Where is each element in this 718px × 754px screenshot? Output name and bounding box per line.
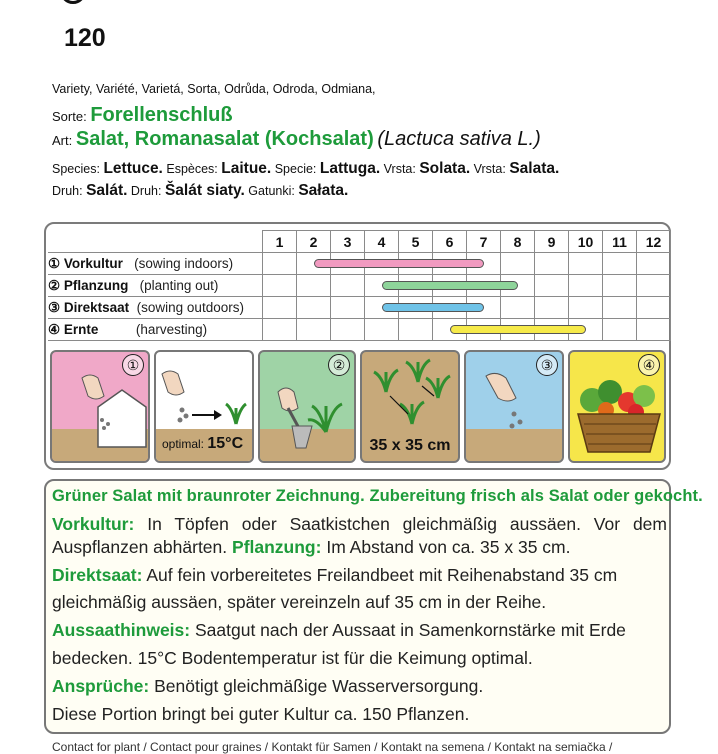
step-number: ① [122,354,144,376]
art-name: Salat, Romanasalat (Kochsalat) [75,128,374,150]
anspruche-text: Benötigt gleichmäßige Wasserversorgung. [154,676,484,696]
species-value: Laitue. [221,160,272,177]
species-label: Species: [52,162,100,176]
species-label: Gatunki: [248,184,295,198]
step-number: ② [328,354,350,376]
vorkultur-line-2 [52,533,667,561]
latin-name: (Lactuca sativa L.) [377,128,541,150]
variety-name: Forellenschluß [90,104,233,126]
species-line-2 [52,182,348,200]
art-line [52,128,541,151]
month-header: 7 [467,231,501,253]
month-header: 8 [501,231,535,253]
species-value: Sałata. [298,182,349,199]
aussaat-line-2: bedecken. 15°C Bodentemperatur ist für die Keimung optimal. [52,648,533,668]
calendar-row-direktsaat [48,297,671,319]
species-line-1 [52,160,559,178]
panel-vorkultur [50,350,150,463]
temp-note [162,435,243,453]
month-header: 12 [637,231,671,253]
species-value: Solata. [419,160,471,177]
pflanzung-text: Im Abstand von ca. 35 x 35 cm. [326,537,571,557]
row-label: ④ Ernte [48,321,99,337]
species-value: Salát. [86,182,128,199]
month-header: 6 [433,231,467,253]
month-header: 1 [263,231,297,253]
intro-text: Grüner Salat mit braunroter Zeichnung. Zubereitung frisch als Salat oder gekocht. [52,487,703,505]
anspruche-line [52,672,667,700]
species-label: Vrsta: [473,162,506,176]
optimal-temp: 15°C [207,435,244,452]
panel-ernte [568,350,666,463]
footer-text: Contact for plant / Contact pour graines / Kontakt für Samen / Kontakt na semena / Kontakt na semiačka / [52,740,613,754]
vorkultur-label: Vorkultur: [52,514,135,534]
art-label: Art: [52,133,73,148]
month-header: 5 [399,231,433,253]
aussaat-line-1 [52,616,667,644]
vorkultur-text: Auspflanzen abhärten. [52,537,228,557]
panel-spacing [360,350,460,463]
sorte-label: Sorte: [52,109,87,124]
row-label: ② Pflanzung [48,277,129,293]
step-number: ④ [638,354,660,376]
direktsaat-line-1 [52,561,667,589]
species-label: Vrsta: [383,162,416,176]
row-english: (harvesting) [135,321,208,337]
direktsaat-text: Auf fein vorbereitetes Freilandbeet mit Reihenabstand 35 cm [146,565,618,585]
panel-germination [154,350,254,463]
row-english: (sowing outdoors) [136,299,244,315]
pflanzung-label: Pflanzung: [232,537,322,557]
trowel-planting-illustration [260,352,356,463]
calendar-bar [450,325,586,334]
portion-line: Diese Portion bringt bei guter Kultur ca. 150 Pflanzen. [52,704,470,724]
species-value: Lattuga. [319,160,381,177]
pot-sowing-illustration [52,352,150,463]
row-english: (sowing indoors) [134,255,234,271]
month-header: 4 [365,231,399,253]
aussaat-text: Saatgut nach der Aussaat in Samenkornstärke mit Erde [194,620,626,640]
species-label: Specie: [274,162,317,176]
product-number: 120 [64,24,106,52]
optimal-label: optimal: [162,437,205,451]
variety-translations: Variety, Variété, Varietá, Sorta, Odrůda, Odroda, Odmiana, [52,82,376,96]
panel-pflanzung [258,350,356,463]
calendar-bar [314,259,484,268]
month-header: 11 [603,231,637,253]
direktsaat-label: Direktsaat: [52,565,143,585]
harvest-basket-illustration [570,352,666,463]
calendar-row-pflanzung [48,275,671,297]
brand-logo [60,0,86,4]
vorkultur-text: In Töpfen oder Saatkistchen gleichmäßig aussäen. Vor dem [147,514,667,534]
sorte-line [52,104,233,127]
direct-sowing-illustration [466,352,564,463]
aussaat-label: Aussaathinweis: [52,620,191,640]
month-header: 2 [297,231,331,253]
species-label: Espèces: [166,162,218,176]
month-header: 3 [331,231,365,253]
spacing-label: 35 x 35 cm [369,437,451,454]
species-label: Druh: [52,184,83,198]
month-header: 9 [535,231,569,253]
panel-direktsaat [464,350,564,463]
anspruche-label: Ansprüche: [52,676,150,696]
row-label: ③ Direktsaat [48,299,130,315]
calendar-bar [382,303,484,312]
row-label: ① Vorkultur [48,255,123,271]
row-english: (planting out) [139,277,219,293]
calendar-bar [382,281,518,290]
month-header: 10 [569,231,603,253]
species-value: Salata. [509,160,560,177]
step-number: ③ [536,354,558,376]
direktsaat-line-2: gleichmäßig aussäen, später vereinzeln auf 35 cm in der Reihe. [52,592,547,612]
species-label: Druh: [130,184,162,198]
species-value: Šalát siaty. [164,182,245,199]
species-value: Lettuce. [103,160,163,177]
